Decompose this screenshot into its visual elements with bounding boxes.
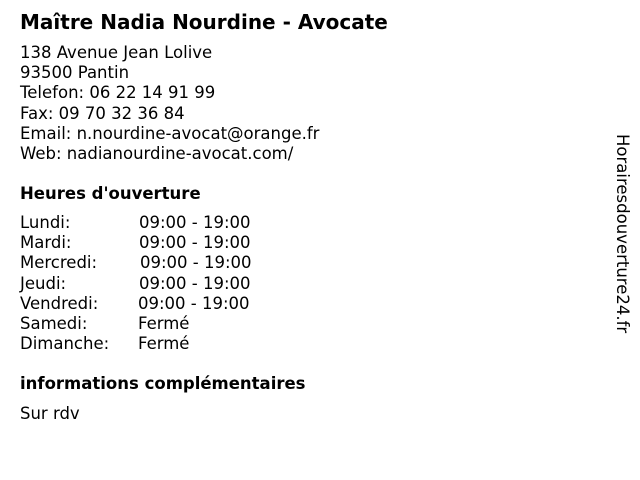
day-label: Mardi:	[20, 233, 72, 253]
additional-info-text: Sur rdv	[20, 404, 80, 423]
fax-number: Fax: 09 70 32 36 84	[20, 103, 185, 123]
email-line	[20, 124, 319, 144]
side-brand-label: Horairesdouverture24.fr	[613, 134, 632, 334]
day-label: Samedi:	[20, 313, 88, 333]
day-label: Dimanche:	[20, 334, 110, 354]
web-link[interactable]: nadianourdine-avocat.com/	[66, 144, 294, 164]
page-title: Maître Nadia Nourdine - Avocate	[20, 10, 388, 34]
hours-value: 09:00 - 19:00	[139, 233, 251, 253]
day-label: Jeudi:	[20, 273, 67, 293]
web-label: Web:	[20, 144, 67, 164]
address-street: 138 Avenue Jean Lolive	[20, 43, 213, 62]
hours-value: 09:00 - 19:00	[140, 253, 252, 273]
hours-value: 09:00 - 19:00	[139, 273, 251, 293]
address-city: 93500 Pantin	[20, 63, 130, 83]
hours-value: Fermé	[138, 334, 190, 354]
hours-value: Fermé	[138, 313, 190, 333]
day-label: Vendredi:	[20, 293, 99, 313]
additional-info-heading: informations complémentaires	[20, 374, 306, 393]
web-line	[20, 144, 319, 164]
day-label: Lundi:	[20, 213, 71, 232]
phone-number[interactable]: Telefon: 06 22 14 91 99	[20, 83, 216, 103]
opening-hours-heading: Heures d'ouverture	[20, 184, 201, 203]
email-label: Email:	[20, 123, 77, 143]
day-label: Mercredi:	[20, 253, 98, 273]
hours-value: 09:00 - 19:00	[138, 293, 250, 313]
email-link[interactable]: n.nourdine-avocat@orange.fr	[76, 123, 320, 143]
contact-block	[20, 43, 319, 164]
hours-value: 09:00 - 19:00	[139, 213, 251, 232]
